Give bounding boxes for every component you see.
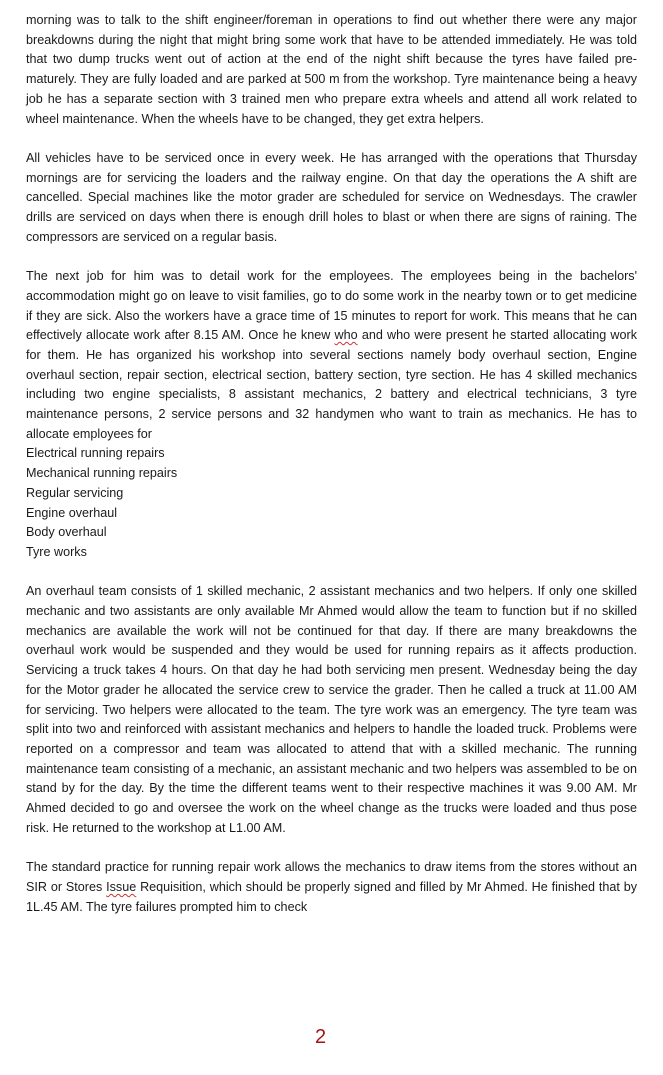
page-number: 2 — [314, 1026, 327, 1048]
list-item: Mechanical running repairs — [26, 466, 178, 481]
work-allocation-list — [26, 444, 637, 562]
paragraph-overhaul-team: An overhaul team consists of 1 skilled mechanic, 2 assistant mechanics and two helpers. If only one skilled mechanic and two assistants are only available Mr Ahmed would allow the team to function but if no skilled mechanics are available the work will not be continued for that day. If there are many breakdowns the overhaul work would be suspended and they would be used for running repairs as it affects production. Servicing a truck takes 4 hours. On that day he had both servicing men present. Wednesday being the day for the Motor grader he allocated the service crew to service the grader. Then he called a truck at 11.00 AM for servicing. Two helpers were allocated to the team. The tyre work was an emergency. The tyre team was split into two and reinforced with assistant mechanics and helpers to handle the loaded truck. Problems were reported on a compressor and team was allocated to attend that with a skilled mechanic. The running maintenance team consisting of a mechanic, an assistant mechanic and two helpers was assembled to be on stand by for the day. By the time the different teams went to their respective machines it was 9.00 AM. Mr Ahmed decided to go and oversee the work on the wheel change as the trucks were loaded and thus pose risk. He returned to the workshop at L1.00 AM. — [26, 584, 637, 835]
misspelled-word[interactable]: who — [334, 328, 358, 343]
list-item: Body overhaul — [26, 525, 107, 540]
paragraph-text: and who were present he started allocating work for them. He has organized his workshop into several sections namely body overhaul section, Engine overhaul section, repair section, electrical section, battery section, tyre section. He has 4 skilled mechanics including two engine specialists, 8 assistant mechanics, 2 battery and electrical technicians, 3 tyre maintenance persons, 2 service persons and 32 handymen who want to train as mechanics. He has to allocate employees for — [26, 328, 638, 441]
list-item: Regular servicing — [26, 485, 124, 500]
document-page — [26, 11, 637, 917]
misspelled-word[interactable]: Issue — [106, 879, 137, 894]
paragraph-text: Requisition, which should be properly signed and filled by Mr Ahmed. He finished that by 1L.45 AM. The tyre failures prompted him to check — [26, 879, 637, 914]
paragraph-employee-allocation — [26, 267, 637, 444]
paragraph-text: The standard practice for running repair work allows the mechanics to draw items from the stores without an SIR or Stores — [26, 860, 637, 894]
paragraph-vehicle-servicing: All vehicles have to be serviced once in every week. He has arranged with the operations that Thursday mornings are for servicing the loaders and the railway engine. On that day the operations the A shift are cancelled. Special machines like the motor grader are scheduled for service on Wednesdays. The crawler drills are serviced on days when there is enough drill holes to blast or when there are signs of raining. The compressors are serviced on a regular basis. — [26, 150, 637, 244]
paragraph-running-repairs — [26, 858, 637, 917]
paragraph-text: The next job for him was to detail work for the employees. The employees being in the bachelors' accommodation might go on leave to visit families, go to do some work in the nearby town or to get medicine if they are sick. Also the workers have a grace time of 15 minutes to report for work. This means that he can effectively allocate work after 8.15 AM. Once he knew — [26, 269, 637, 343]
list-item: Engine overhaul — [26, 505, 118, 520]
list-item: Electrical running repairs — [26, 446, 165, 461]
paragraph-shift-breakdowns: morning was to talk to the shift engineer/foreman in operations to find out whether there were any major breakdowns during the night that might bring some work that have to be attended immediately. He was told that two dump trucks went out of action at the end of the night shift because the tyres have failed pre-maturely. They are fully loaded and are parked at 500 m from the workshop. Tyre maintenance being a heavy job he has a separate section with 3 trained men who prepare extra wheels and attend all work related to wheel maintenance. When the wheels have to be changed, they get extra helpers. — [26, 13, 637, 126]
list-item: Tyre works — [26, 544, 87, 559]
